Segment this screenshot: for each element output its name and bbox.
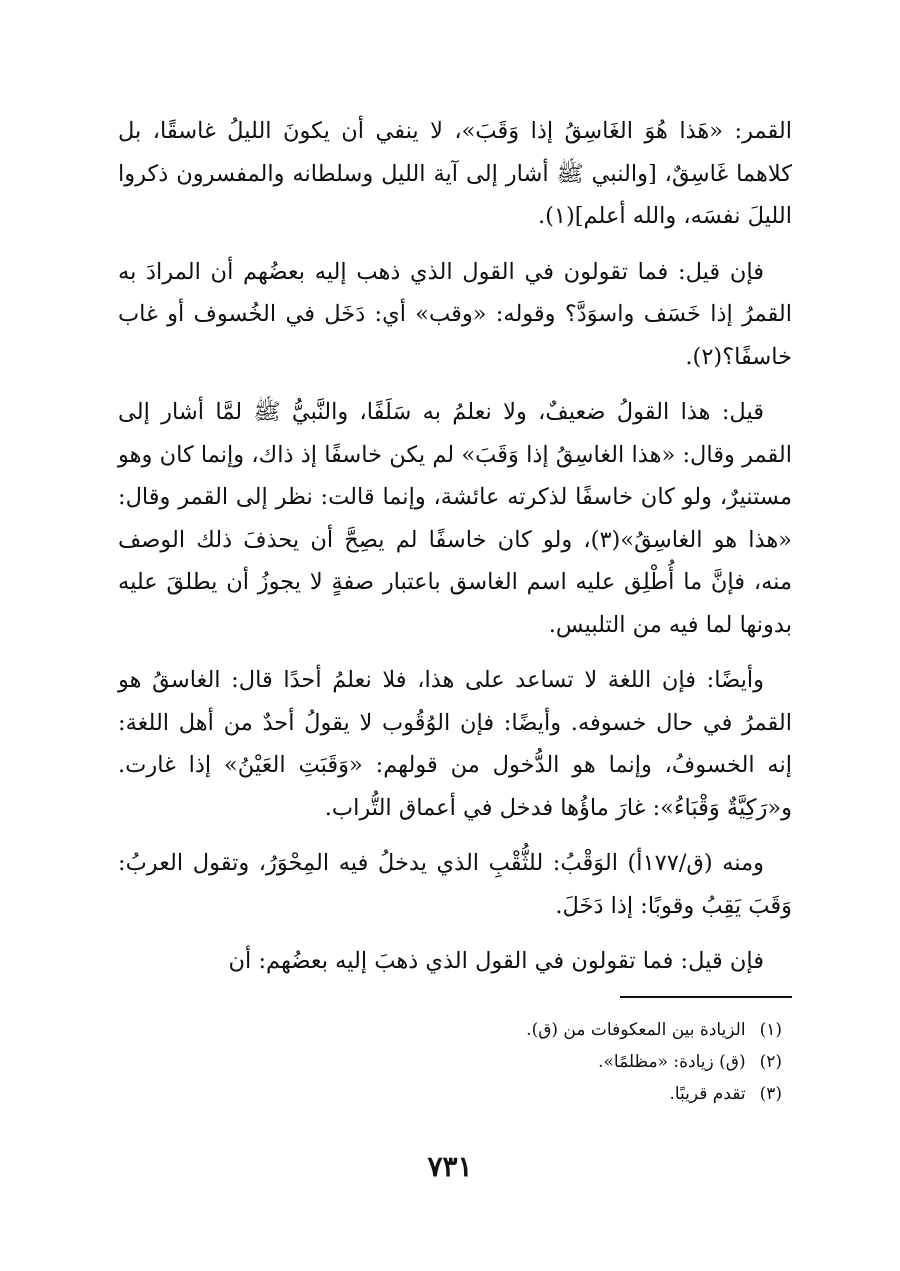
paragraph: ومنه (ق/١٧٧أ) الوَقْبُ: للثُّقْبِ الذي يدخلُ فيه المِحْوَرُ، وتقول العربُ: وَقَبَ يَقِبُ وقوبًا: إذا دَخَلَ. (118, 850, 792, 919)
footnote-text: تقدم قريبًا. (669, 1084, 746, 1104)
footnote (300, 1078, 782, 1110)
paragraph: القمر: «هَذا هُوَ الغَاسِقُ إذا وَقَبَ»، لا ينفي أن يكونَ الليلُ غاسقًا، بل كلاهما غَاسِقٌ، [والنبي ﷺ أشار إلى آية الليل وسلطانه والمفسرون ذكروا الليلَ نفسَه، والله أعلم](١). (118, 118, 792, 229)
paragraph: قيل: هذا القولُ ضعيفٌ، ولا نعلمُ به سَلَفًا، والنَّبيُّ ﷺ لمَّا أشار إلى القمر وقال: «هذا الغاسِقُ إذا وَقَبَ» لم يكن خاسفًا إذ ذاك، وإنما كان وهو مستنيرٌ، ولو كان خاسفًا لذكرته عائشة، وإنما قالت: نظر إلى القمر وقال: «هذا هو الغاسِقُ»(٣)، ولو كان خاسفًا لم يصِحَّ أن يحذفَ ذلك الوصف منه، فإنَّ ما أُطْلِق عليه اسم الغاسق باعتبار صفةٍ لا يجوزُ أن يطلقَ عليه بدونها لما فيه من التلبيس. (118, 399, 792, 638)
page-number: ٧٣١ (427, 1150, 473, 1183)
footnotes (300, 1014, 782, 1110)
paragraph: وأيضًا: فإن اللغة لا تساعد على هذا، فلا نعلمُ أحدًا قال: الغاسقُ هو القمرُ في حال خسوفه. وأيضًا: فإن الوُقُوب لا يقولُ أحدٌ من أهل اللغة: إنه الخسوفُ، وإنما هو الدُّخول من قولهم: «وَقَبَتِ العَيْنُ» إذا غارت. و«رَكِيَّةٌ وَقْبَاءُ»: غارَ ماؤُها فدخل في أعماق التُّراب. (118, 667, 792, 821)
footnote-text: الزيادة بين المعكوفات من (ق). (526, 1020, 746, 1040)
footnote-separator (620, 996, 792, 998)
footnote-number: (٢) (759, 1052, 782, 1072)
footnote-text: (ق) زيادة: «مظلمًا». (598, 1052, 746, 1072)
footnote-number: (٣) (759, 1084, 782, 1104)
main-text (118, 110, 792, 996)
footnote (300, 1014, 782, 1046)
footnote (300, 1046, 782, 1078)
paragraph: فإن قيل: فما تقولون في القول الذي ذهب إليه بعضُهم أن المرادَ به القمرُ إذا خَسَف واسوَدَّ؟ وقوله: «وقب» أي: دَخَل في الخُسوف أو غاب خاسفًا؟(٢). (118, 258, 792, 370)
paragraph: فإن قيل: فما تقولون في القول الذي ذهبَ إليه بعضُهم: أن (228, 948, 764, 974)
footnote-number: (١) (759, 1020, 782, 1040)
